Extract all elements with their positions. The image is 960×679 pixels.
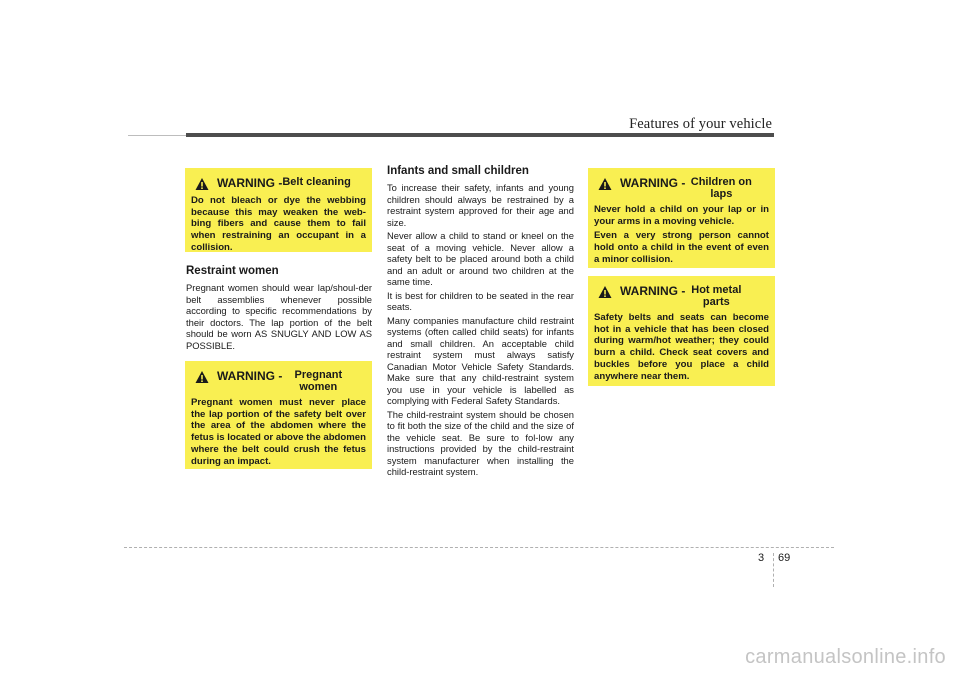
paragraph: It is best for children to be seated in the rear seats. bbox=[387, 289, 574, 312]
warning-topic: Pregnant women bbox=[294, 369, 343, 393]
warning-hot-metal-parts bbox=[588, 276, 775, 386]
paragraph: To increase their safety, infants and young children should always be restrained by a restraint system approved for their age and size. bbox=[387, 182, 574, 228]
paragraph: Never allow a child to stand or kneel on the seat of a moving vehicle. Never allow a safety belt to be placed around both a child and an adult or around two children at the same time. bbox=[387, 230, 574, 287]
restraint-women-text bbox=[186, 282, 372, 353]
warning-label: WARNING - bbox=[620, 176, 686, 190]
footer-divider bbox=[773, 553, 774, 587]
warning-label: WARNING - bbox=[217, 369, 283, 383]
paragraph: Pregnant women should wear lap/shoul-der belt assemblies whenever possible according to specific recommendations by their doctors. The lap portion of the belt should be worn AS SNUGLY AND LOW AS POSSIBLE. bbox=[186, 282, 372, 351]
warning-label: WARNING - bbox=[217, 176, 283, 190]
warning-topic: Hot metal parts bbox=[691, 284, 742, 308]
warning-triangle-icon bbox=[598, 285, 612, 299]
running-header: Features of your vehicle bbox=[629, 116, 772, 132]
warning-children-on-laps bbox=[588, 168, 775, 268]
infants-text bbox=[387, 182, 574, 480]
footer-rule bbox=[124, 547, 834, 548]
section-title-infants: Infants and small children bbox=[387, 165, 529, 177]
paragraph: Many companies manufacture child restraint systems (often called child seats) for infants and small children. An acceptable child restraint system must always satisfy Canadian Motor Vehicle Safety Standards. Make sure that any child-restraint system you use in your vehicle is labelled as complying with Federal Safety Standards. bbox=[387, 314, 574, 406]
warning-text: Do not bleach or dye the webbing because this may weaken the web-bing fibers and cause them to fail when restraining an occupant in a collision. bbox=[191, 195, 366, 253]
warning-topic: Children on laps bbox=[690, 176, 752, 200]
section-title-restraint-women: Restraint women bbox=[186, 265, 279, 277]
warning-label: WARNING - bbox=[620, 284, 686, 298]
paragraph: The child-restraint system should be chosen to fit both the size of the child and the size of the vehicle seat. Be sure to fol-low any instructions provided by the child-restraint system manufacturer when installing the child-restraint system. bbox=[387, 408, 574, 477]
watermark: carmanualsonline.info bbox=[745, 646, 946, 668]
warning-triangle-icon bbox=[195, 370, 209, 384]
warning-text: Safety belts and seats can become hot in a vehicle that has been closed during warm/hot weather; they could burn a child. Check seat covers and buckles before you place a child anywhere near them. bbox=[594, 312, 769, 382]
warning-triangle-icon bbox=[598, 177, 612, 191]
warning-text: Never hold a child on your lap or in your arms in a moving vehicle. bbox=[594, 204, 769, 227]
warning-triangle-icon bbox=[195, 177, 209, 191]
warning-text: Even a very strong person cannot hold onto a child in the event of even a minor collision. bbox=[594, 230, 769, 265]
warning-topic: Belt cleaning bbox=[282, 176, 351, 188]
warning-belt-cleaning bbox=[185, 168, 372, 252]
warning-pregnant-women bbox=[185, 361, 372, 469]
warning-text: Pregnant women must never place the lap portion of the safety belt over the area of the abdomen where the fetus is located or above the abdomen where the belt could crush the fetus during an impact. bbox=[191, 397, 366, 467]
page-number: 69 bbox=[778, 552, 791, 564]
header-rule-thin bbox=[128, 135, 188, 136]
chapter-number: 3 bbox=[758, 552, 765, 564]
header-rule bbox=[186, 133, 774, 137]
